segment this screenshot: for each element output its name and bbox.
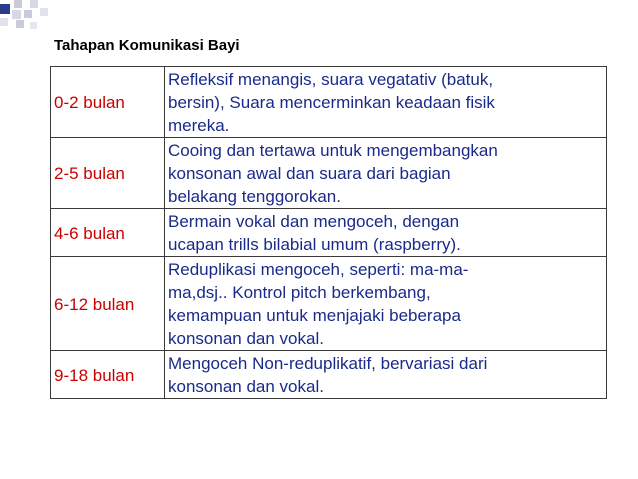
description-line: kemampuan untuk menjajaki beberapa [168, 306, 461, 325]
age-range-cell: 9-18 bulan [51, 351, 165, 399]
stages-table [50, 66, 607, 399]
table-row [51, 138, 607, 209]
description-line: Refleksif menangis, suara vegatativ (batuk, [168, 70, 494, 89]
age-range-cell: 4-6 bulan [51, 209, 165, 257]
age-range-cell: 6-12 bulan [51, 257, 165, 351]
table-row [51, 209, 607, 257]
age-range-cell: 2-5 bulan [51, 138, 165, 209]
stages-table-body [51, 67, 607, 399]
description-line: Reduplikasi mengoceh, seperti: ma-ma- [168, 260, 469, 279]
description-line: ma,dsj.. Kontrol pitch berkembang, [168, 283, 431, 302]
description-line: konsonan awal dan suara dari bagian [168, 164, 451, 183]
slide-title: Tahapan Komunikasi Bayi [54, 37, 240, 54]
table-row [51, 351, 607, 399]
description-line: mereka. [168, 116, 230, 135]
description-line: konsonan dan vokal. [168, 377, 324, 396]
decorative-squares-pattern [0, 0, 638, 40]
table-row [51, 67, 607, 138]
description-cell [165, 351, 607, 399]
description-line: ucapan trills bilabial umum (raspberry). [168, 235, 461, 254]
age-range-cell: 0-2 bulan [51, 67, 165, 138]
description-line: bersin), Suara mencerminkan keadaan fisik [168, 93, 495, 112]
description-line: Bermain vokal dan mengoceh, dengan [168, 212, 460, 231]
description-line: belakang tenggorokan. [168, 187, 341, 206]
description-cell [165, 67, 607, 138]
description-cell [165, 138, 607, 209]
description-cell [165, 257, 607, 351]
description-line: konsonan dan vokal. [168, 329, 324, 348]
description-cell [165, 209, 607, 257]
description-line: Mengoceh Non-reduplikatif, bervariasi dari [168, 354, 488, 373]
description-line: Cooing dan tertawa untuk mengembangkan [168, 141, 498, 160]
table-row [51, 257, 607, 351]
